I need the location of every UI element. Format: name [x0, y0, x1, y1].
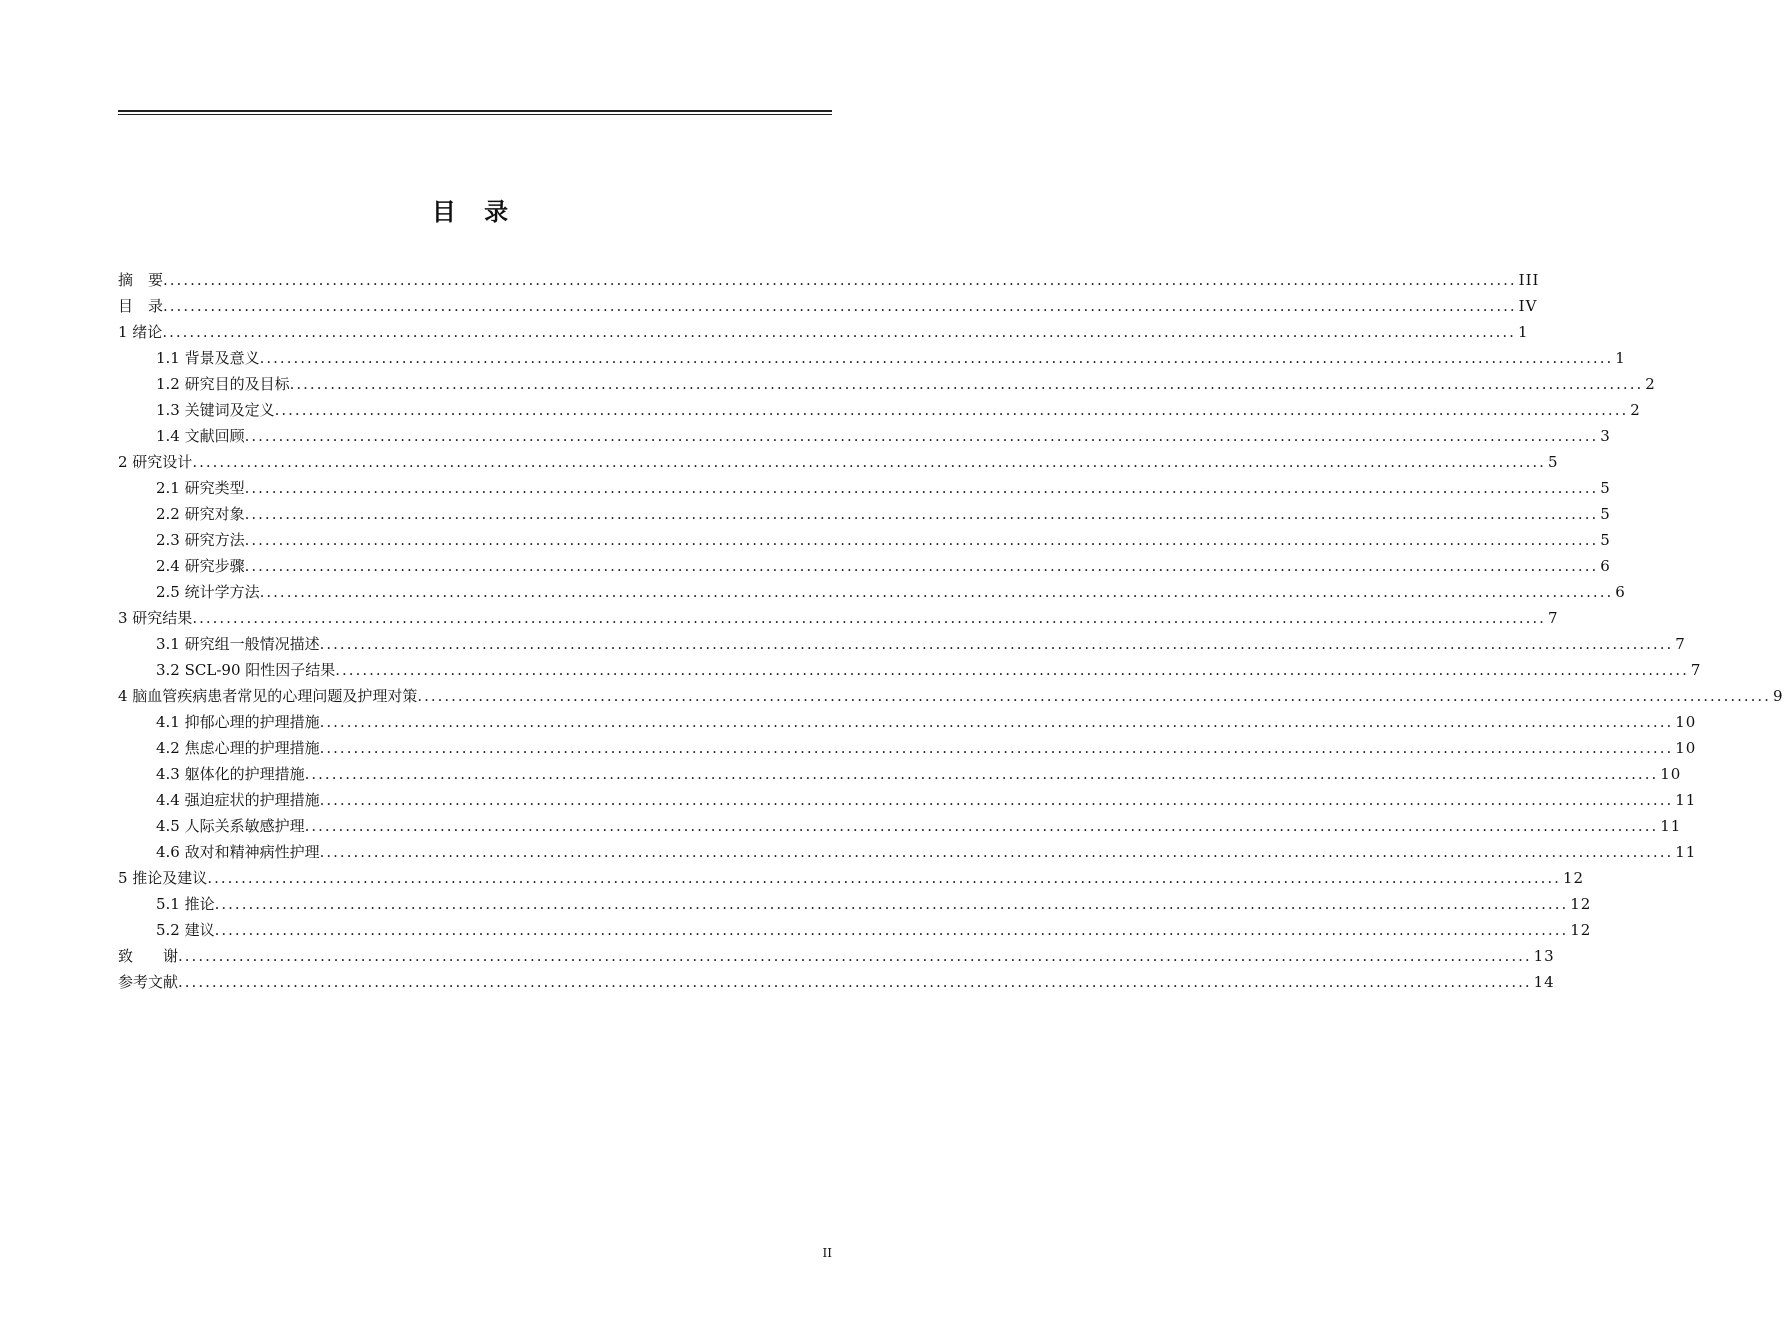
toc-entry[interactable] — [118, 839, 1697, 865]
toc-entry-label: 4.2 焦虑心理的护理措施 — [156, 739, 320, 757]
toc-dot-leader: ........................................................................................................................................................................................................ — [192, 609, 1546, 627]
toc-dot-leader: ........................................................................................................................................................................................................ — [192, 453, 1546, 471]
toc-entry-label: 1 绪论 — [118, 323, 163, 341]
toc-entry[interactable] — [118, 293, 1538, 319]
toc-entry[interactable] — [118, 501, 1611, 527]
toc-entry[interactable] — [118, 423, 1611, 449]
toc-entry[interactable] — [118, 865, 1585, 891]
toc-dot-leader: ........................................................................................................................................................................................................ — [244, 505, 1599, 523]
toc-entry[interactable] — [118, 761, 1682, 787]
toc-dot-leader: ........................................................................................................................................................................................................ — [244, 531, 1599, 549]
toc-entry[interactable] — [118, 657, 1702, 683]
toc-entry[interactable] — [118, 345, 1626, 371]
toc-entry-page: 10 — [1675, 713, 1697, 731]
toc-entry-label: 2.1 研究类型 — [156, 479, 245, 497]
toc-dot-leader: ........................................................................................................................................................................................................ — [163, 271, 1517, 289]
toc-entry-label: 5.2 建议 — [156, 921, 215, 939]
toc-entry-page: 5 — [1547, 453, 1559, 471]
page-title: 目 录 — [431, 198, 519, 226]
toc-entry-page: 6 — [1600, 557, 1611, 575]
toc-entry[interactable] — [118, 449, 1559, 475]
toc-entry[interactable] — [118, 891, 1592, 917]
toc-dot-leader: ........................................................................................................................................................................................................ — [274, 401, 1629, 419]
toc-entry[interactable] — [118, 813, 1682, 839]
toc-entry[interactable] — [118, 787, 1697, 813]
toc-entry-page: 11 — [1660, 817, 1682, 835]
toc-entry-label: 1.1 背景及意义 — [156, 349, 260, 367]
toc-entry-page: 2 — [1645, 375, 1656, 393]
toc-entry-label: 1.4 文献回顾 — [156, 427, 245, 445]
toc-entry[interactable] — [118, 267, 1540, 293]
toc-dot-leader: ........................................................................................................................................................................................................ — [244, 427, 1599, 445]
toc-entry-label: 1.3 关键词及定义 — [156, 401, 275, 419]
toc-dot-leader: ........................................................................................................................................................................................................ — [319, 739, 1674, 757]
toc-entry[interactable] — [118, 969, 1555, 995]
toc-entry[interactable] — [118, 631, 1686, 657]
toc-entry-label: 摘 要 — [118, 271, 164, 289]
toc-entry-page: 7 — [1547, 609, 1559, 627]
toc-entry[interactable] — [118, 917, 1592, 943]
toc-dot-leader: ........................................................................................................................................................................................................ — [178, 947, 1532, 965]
toc-dot-leader: ........................................................................................................................................................................................................ — [319, 843, 1674, 861]
toc-entry[interactable] — [118, 319, 1529, 345]
header-rule — [118, 110, 832, 115]
toc-entry-page: 14 — [1533, 973, 1555, 991]
toc-dot-leader: ........................................................................................................................................................................................................ — [304, 817, 1659, 835]
toc-entry-page: 11 — [1675, 843, 1697, 861]
toc-entry-label: 5.1 推论 — [156, 895, 215, 913]
toc-entry-page: 12 — [1562, 869, 1585, 887]
toc-entry-label: 2.4 研究步骤 — [156, 557, 245, 575]
toc-entry[interactable] — [118, 527, 1611, 553]
toc-entry-label: 2 研究设计 — [118, 453, 193, 471]
table-of-contents — [118, 267, 1784, 995]
toc-entry-page: 12 — [1570, 921, 1592, 939]
toc-entry[interactable] — [118, 735, 1697, 761]
toc-entry-page: 12 — [1570, 895, 1592, 913]
toc-entry-label: 目 录 — [118, 297, 164, 315]
toc-entry-page: 5 — [1600, 479, 1611, 497]
toc-dot-leader: ........................................................................................................................................................................................................ — [319, 791, 1674, 809]
toc-dot-leader: ........................................................................................................................................................................................................ — [244, 557, 1599, 575]
toc-entry-page: 5 — [1600, 531, 1611, 549]
toc-entry-label: 4.4 强迫症状的护理措施 — [156, 791, 320, 809]
toc-entry-label: 4.3 躯体化的护理措施 — [156, 765, 305, 783]
toc-entry-page: 7 — [1675, 635, 1686, 653]
toc-entry-label: 致 谢 — [118, 947, 179, 965]
toc-entry-page: 6 — [1615, 583, 1626, 601]
toc-dot-leader: ........................................................................................................................................................................................................ — [319, 713, 1674, 731]
toc-entry-page: IV — [1518, 297, 1538, 315]
toc-dot-leader: ........................................................................................................................................................................................................ — [259, 349, 1614, 367]
toc-entry-page: 10 — [1675, 739, 1697, 757]
toc-dot-leader: ........................................................................................................................................................................................................ — [163, 297, 1517, 315]
toc-entry-page: 9 — [1772, 687, 1784, 705]
toc-dot-leader: ........................................................................................................................................................................................................ — [289, 375, 1644, 393]
toc-entry-label: 3.1 研究组一般情况描述 — [156, 635, 320, 653]
page-number: II — [822, 1246, 832, 1260]
toc-entry[interactable] — [118, 605, 1559, 631]
toc-entry[interactable] — [118, 475, 1611, 501]
toc-entry-label: 1.2 研究目的及目标 — [156, 375, 290, 393]
toc-entry-label: 4.1 抑郁心理的护理措施 — [156, 713, 320, 731]
toc-entry-label: 5 推论及建议 — [118, 869, 208, 887]
toc-entry[interactable] — [118, 943, 1555, 969]
toc-dot-leader: ........................................................................................................................................................................................................ — [214, 921, 1569, 939]
toc-entry-label: 2.5 统计学方法 — [156, 583, 260, 601]
toc-entry-page: 10 — [1660, 765, 1682, 783]
toc-dot-leader: ........................................................................................................................................................................................................ — [335, 661, 1689, 679]
toc-dot-leader: ........................................................................................................................................................................................................ — [162, 323, 1516, 341]
toc-entry-label: 参考文献 — [118, 973, 179, 991]
toc-entry[interactable] — [118, 397, 1641, 423]
toc-entry[interactable] — [118, 371, 1656, 397]
toc-entry[interactable] — [118, 579, 1626, 605]
toc-entry-label: 4.5 人际关系敏感护理 — [156, 817, 305, 835]
toc-entry-page: 5 — [1600, 505, 1611, 523]
toc-entry[interactable] — [118, 553, 1611, 579]
toc-dot-leader: ........................................................................................................................................................................................................ — [417, 687, 1771, 705]
toc-entry-label: 3 研究结果 — [118, 609, 193, 627]
toc-entry-label: 4 脑血管疾病患者常见的心理问题及护理对策 — [118, 687, 418, 705]
toc-dot-leader: ........................................................................................................................................................................................................ — [207, 869, 1561, 887]
toc-entry-page: 1 — [1615, 349, 1626, 367]
toc-dot-leader: ........................................................................................................................................................................................................ — [244, 479, 1599, 497]
toc-entry-page: III — [1518, 271, 1540, 289]
toc-entry-page: 7 — [1690, 661, 1702, 679]
toc-dot-leader: ........................................................................................................................................................................................................ — [259, 583, 1614, 601]
toc-entry-page: 1 — [1517, 323, 1529, 341]
toc-entry-page: 11 — [1675, 791, 1697, 809]
toc-entry-label: 2.2 研究对象 — [156, 505, 245, 523]
toc-dot-leader: ........................................................................................................................................................................................................ — [304, 765, 1659, 783]
toc-entry[interactable] — [118, 683, 1784, 709]
toc-dot-leader: ........................................................................................................................................................................................................ — [319, 635, 1674, 653]
toc-entry-page: 2 — [1630, 401, 1641, 419]
toc-entry-label: 3.2 SCL-90 阳性因子结果 — [156, 661, 336, 679]
toc-entry[interactable] — [118, 709, 1697, 735]
toc-entry-label: 2.3 研究方法 — [156, 531, 245, 549]
toc-dot-leader: ........................................................................................................................................................................................................ — [178, 973, 1532, 991]
toc-dot-leader: ........................................................................................................................................................................................................ — [214, 895, 1569, 913]
toc-entry-page: 3 — [1600, 427, 1611, 445]
toc-entry-page: 13 — [1533, 947, 1555, 965]
toc-entry-label: 4.6 敌对和精神病性护理 — [156, 843, 320, 861]
